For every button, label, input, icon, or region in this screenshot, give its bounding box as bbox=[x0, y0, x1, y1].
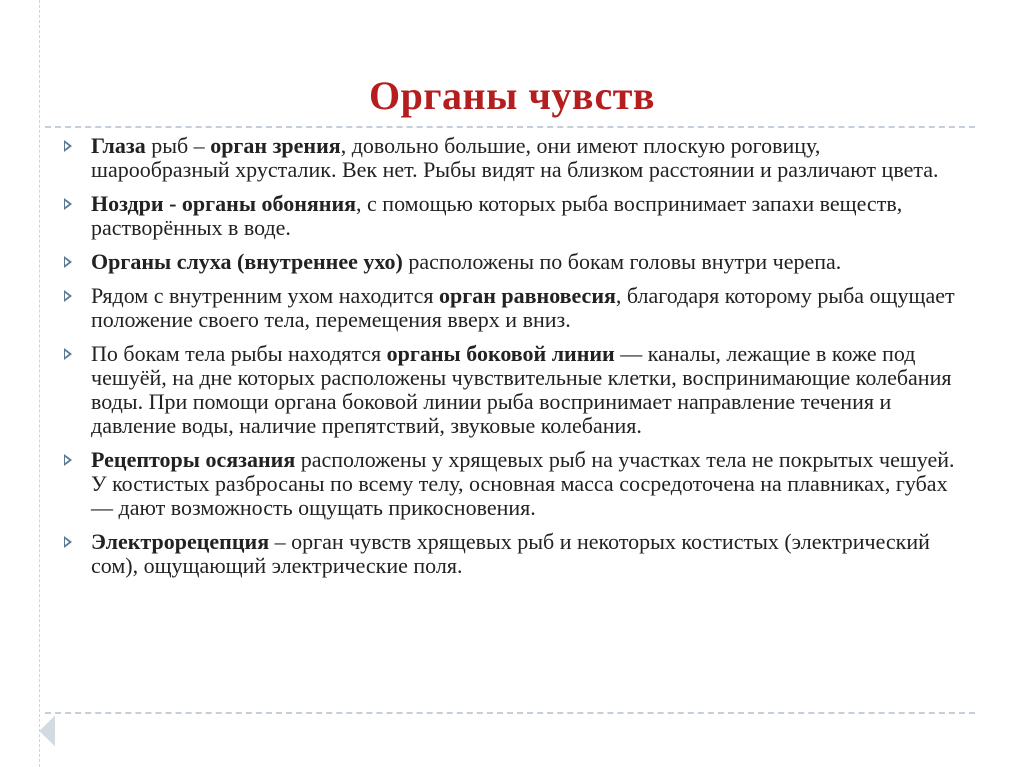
bullet-text: Электрорецепция – орган чувств хрящевых рыб и некоторых костистых (электрический сом), ощущающий электрические поля. bbox=[91, 529, 930, 578]
list-item bbox=[64, 192, 964, 240]
slide-title: Органы чувств bbox=[369, 73, 655, 118]
corner-arrow-icon bbox=[39, 715, 70, 746]
chevron-right-icon bbox=[64, 198, 72, 210]
bullet-text: Органы слуха (внутреннее ухо) расположены по бокам головы внутри черепа. bbox=[91, 249, 842, 274]
bullet-text: Глаза рыб – орган зрения, довольно большие, они имеют плоскую роговицу, шарообразный хрусталик. Век нет. Рыбы видят на близком расстоянии и различают цвета. bbox=[91, 133, 939, 182]
bullet-text: Рядом с внутренним ухом находится орган равновесия, благодаря которому рыба ощущает положение своего тела, перемещения вверх и вниз. bbox=[91, 283, 955, 332]
chevron-right-icon bbox=[64, 348, 72, 360]
chevron-right-icon bbox=[64, 536, 72, 548]
chevron-right-icon bbox=[64, 256, 72, 268]
footer-divider bbox=[45, 712, 975, 714]
title-divider bbox=[45, 126, 975, 128]
list-item bbox=[64, 134, 964, 182]
bullet-text: Ноздри - органы обоняния, с помощью которых рыба воспринимает запахи веществ, растворённых в воде. bbox=[91, 191, 903, 240]
bullet-text: По бокам тела рыбы находятся органы боковой линии — каналы, лежащие в коже под чешуёй, на дне которых расположены чувствительные клетки, воспринимающие колебания воды. При помощи органа боковой линии рыба воспринимает направление течения и давление воды, наличие препятствий, звуковые колебания. bbox=[91, 341, 952, 438]
list-item bbox=[64, 448, 964, 520]
list-item bbox=[64, 530, 964, 578]
chevron-right-icon bbox=[64, 454, 72, 466]
bullet-text: Рецепторы осязания расположены у хрящевых рыб на участках тела не покрытых чешуей. У костистых разбросаны по всему телу, основная масса сосредоточена на плавниках, губах — дают возможность ощущать прикосновения. bbox=[91, 447, 955, 520]
bullet-list bbox=[64, 134, 964, 588]
list-item bbox=[64, 284, 964, 332]
chevron-right-icon bbox=[64, 140, 72, 152]
list-item bbox=[64, 250, 964, 274]
list-item bbox=[64, 342, 964, 438]
chevron-right-icon bbox=[64, 290, 72, 302]
